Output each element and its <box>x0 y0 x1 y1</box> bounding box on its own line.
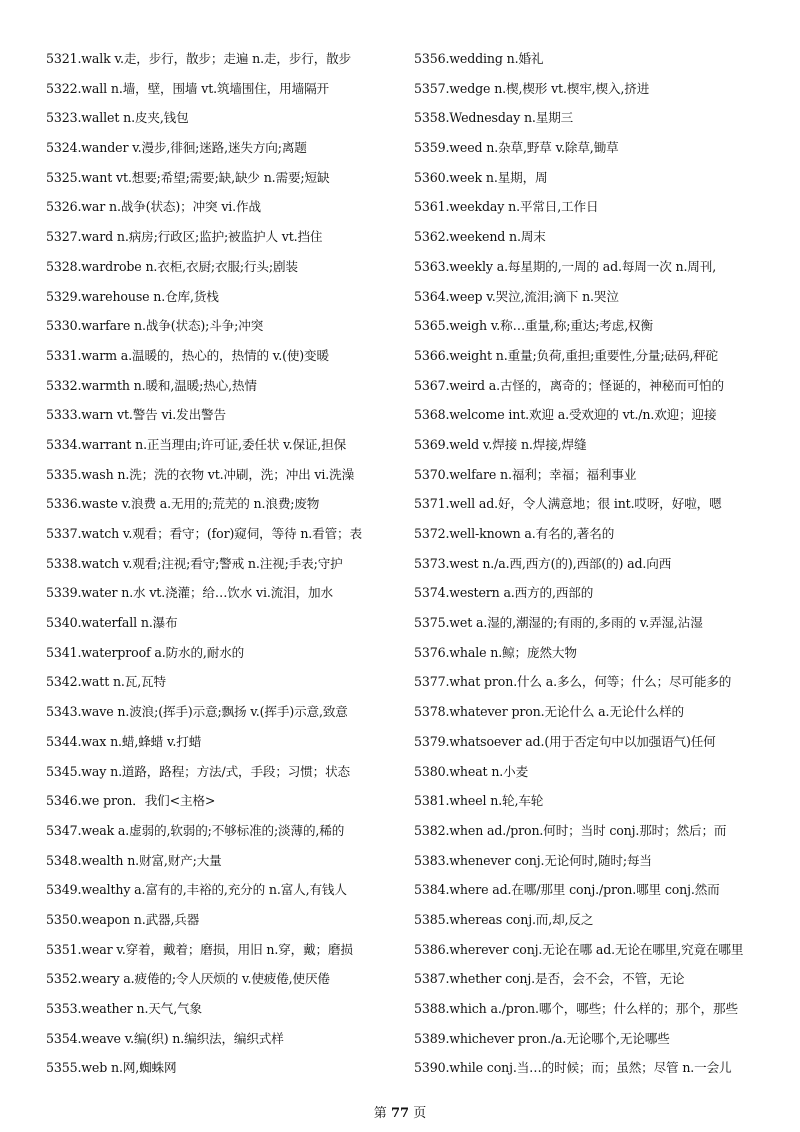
vocab-entry: 5373.west n./a.西,西方(的),西部(的) ad.向西 <box>414 555 672 571</box>
vocab-entry: 5350.weapon n.武器,兵器 <box>46 911 200 927</box>
vocab-entry: 5381.wheel n.轮,车轮 <box>414 793 544 809</box>
vocab-entry: 5321.walk v.走，步行，散步；走遍 n.走，步行，散步 <box>46 51 352 66</box>
vocab-entry: 5343.wave n.波浪;(挥手)示意;飘扬 v.(挥手)示意,致意 <box>46 704 348 720</box>
vocab-entry: 5387.whether conj.是否，会不会，不管，无论 <box>414 971 685 987</box>
vocab-entry: 5335.wash n.洗；洗的衣物 vt.冲刷，洗；冲出 vi.洗澡 <box>46 466 355 482</box>
page-number: 77 <box>390 1106 410 1121</box>
vocab-entry: 5348.wealth n.财富,财产;大量 <box>46 852 222 868</box>
vocab-entry: 5326.war n.战争(状态)；冲突 vi.作战 <box>46 199 261 215</box>
vocab-entry: 5376.whale n.鲸；庞然大物 <box>414 644 577 660</box>
vocab-entry: 5359.weed n.杂草,野草 v.除草,锄草 <box>414 140 619 156</box>
vocab-entry: 5384.where ad.在哪/那里 conj./pron.哪里 conj.然而 <box>414 882 720 898</box>
vocab-entry: 5379.whatsoever ad.(用于否定句中以加强语气)任何 <box>414 733 716 749</box>
vocab-entry: 5361.weekday n.平常日,工作日 <box>414 199 599 215</box>
vocab-entry: 5378.whatever pron.无论什么 a.无论什么样的 <box>414 704 684 720</box>
vocab-entry: 5336.waste v.浪费 a.无用的;荒芜的 n.浪费;废物 <box>46 496 320 512</box>
vocab-entry: 5330.warfare n.战争(状态);斗争;冲突 <box>46 318 264 334</box>
vocab-entry: 5331.warm a.温暖的，热心的，热情的 v.(使)变暖 <box>46 347 329 363</box>
vocab-entry: 5340.waterfall n.瀑布 <box>46 615 178 631</box>
vocab-entry: 5345.way n.道路，路程；方法/式，手段；习惯；状态 <box>46 763 351 779</box>
vocab-entry: 5372.well-known a.有名的,著名的 <box>414 526 615 541</box>
vocab-entry: 5363.weekly a.每星期的,一周的 ad.每周一次 n.周刊, <box>414 258 717 274</box>
vocab-entry: 5375.wet a.湿的,潮湿的;有雨的,多雨的 v.弄湿,沾湿 <box>414 615 703 631</box>
vocab-entry: 5356.wedding n.婚礼 <box>414 51 544 66</box>
vocab-entry: 5349.wealthy a.富有的,丰裕的,充分的 n.富人,有钱人 <box>46 882 347 898</box>
vocab-entry: 5342.watt n.瓦,瓦特 <box>46 674 166 690</box>
vocab-entry: 5355.web n.网,蜘蛛网 <box>46 1060 177 1076</box>
vocab-entry: 5353.weather n.天气,气象 <box>46 1001 202 1016</box>
vocab-entry: 5386.wherever conj.无论在哪 ad.无论在哪里,究竟在哪里 <box>414 941 744 957</box>
vocab-entry: 5329.warehouse n.仓库,货栈 <box>46 288 219 304</box>
vocab-entry: 5370.welfare n.福利；幸福；福利事业 <box>414 466 637 482</box>
vocab-entry: 5366.weight n.重量;负荷,重担;重要性,分量;砝码,秤砣 <box>414 347 719 363</box>
vocab-entry: 5346.we pron．我们<主格> <box>46 793 216 809</box>
vocab-entry: 5364.weep v.哭泣,流泪;滴下 n.哭泣 <box>414 288 619 304</box>
vocab-entry: 5337.watch v.观看；看守；(for)窥伺，等待 n.看管；表 <box>46 526 362 541</box>
vocab-entry: 5371.well ad.好，令人满意地；很 int.哎呀，好啦，嗯 <box>414 496 722 512</box>
vocab-entry: 5390.while conj.当…的时候；而；虽然；尽管 n.一会儿 <box>414 1060 732 1076</box>
vocab-entry: 5360.week n.星期，周 <box>414 169 548 185</box>
vocab-entry: 5323.wallet n.皮夹,钱包 <box>46 110 189 126</box>
vocab-entry: 5344.wax n.蜡,蜂蜡 v.打蜡 <box>46 733 202 749</box>
vocab-entry: 5341.waterproof a.防水的,耐水的 <box>46 644 245 660</box>
vocab-entry: 5385.whereas conj.而,却,反之 <box>414 911 594 927</box>
vocab-entry: 5324.wander v.漫步,徘徊;迷路,迷失方向;离题 <box>46 140 307 156</box>
vocab-entry: 5333.warn vt.警告 vi.发出警告 <box>46 407 226 423</box>
vocab-entry: 5328.wardrobe n.衣柜,衣厨;衣服;行头;剧装 <box>46 258 298 274</box>
vocab-entry: 5383.whenever conj.无论何时,随时;每当 <box>414 852 652 868</box>
vocab-entry: 5327.ward n.病房;行政区;监护;被监护人 vt.挡住 <box>46 229 323 245</box>
vocab-entry: 5338.watch v.观看;注视;看守;警戒 n.注视;手表;守护 <box>46 555 343 571</box>
vocab-entry: 5347.weak a.虚弱的,软弱的;不够标准的;淡薄的,稀的 <box>46 822 345 838</box>
vocab-entry: 5369.weld v.焊接 n.焊接,焊缝 <box>414 436 587 452</box>
vocab-entry: 5368.welcome int.欢迎 a.受欢迎的 vt./n.欢迎；迎接 <box>414 407 717 423</box>
vocab-entry: 5325.want vt.想要;希望;需要;缺,缺少 n.需要;短缺 <box>46 169 330 185</box>
vocab-entry: 5374.western a.西方的,西部的 <box>414 585 594 601</box>
vocab-entry: 5334.warrant n.正当理由;许可证,委任状 v.保证,担保 <box>46 436 347 452</box>
vocab-entry: 5354.weave v.编(织) n.编织法，编织式样 <box>46 1030 284 1046</box>
vocab-entry: 5377.what pron.什么 a.多么，何等；什么；尽可能多的 <box>414 674 732 690</box>
vocab-entry: 5380.wheat n.小麦 <box>414 763 529 779</box>
vocab-entry: 5358.Wednesday n.星期三 <box>414 110 574 126</box>
vocab-entry: 5367.weird a.古怪的，离奇的；怪诞的，神秘而可怕的 <box>414 377 724 393</box>
vocab-entry: 5351.wear v.穿着，戴着；磨损，用旧 n.穿，戴；磨损 <box>46 941 353 957</box>
vocab-entry: 5365.weigh v.称…重量,称;重达;考虑,权衡 <box>414 318 653 334</box>
vocab-entry: 5332.warmth n.暖和,温暖;热心,热情 <box>46 377 257 393</box>
left-column <box>46 44 396 1083</box>
page-suffix: 页 <box>413 1106 427 1121</box>
vocab-entry: 5388.which a./pron.哪个，哪些；什么样的；那个，那些 <box>414 1001 738 1016</box>
vocab-entry: 5389.whichever pron./a.无论哪个,无论哪些 <box>414 1030 670 1046</box>
vocab-entry: 5357.wedge n.楔,楔形 vt.楔牢,楔入,挤进 <box>414 80 650 96</box>
vocab-entry: 5362.weekend n.周末 <box>414 229 546 245</box>
vocab-entry: 5322.wall n.墙，壁，围墙 vt.筑墙围住，用墙隔开 <box>46 80 329 96</box>
page-footer <box>0 1102 800 1121</box>
page-prefix: 第 <box>373 1106 387 1121</box>
vocab-entry: 5382.when ad./pron.何时；当时 conj.那时；然后；而 <box>414 822 727 838</box>
vocab-entry: 5352.weary a.疲倦的;令人厌烦的 v.使疲倦,使厌倦 <box>46 971 330 987</box>
right-column <box>414 44 764 1083</box>
vocab-entry: 5339.water n.水 vt.浇灌；给…饮水 vi.流泪，加水 <box>46 585 333 601</box>
